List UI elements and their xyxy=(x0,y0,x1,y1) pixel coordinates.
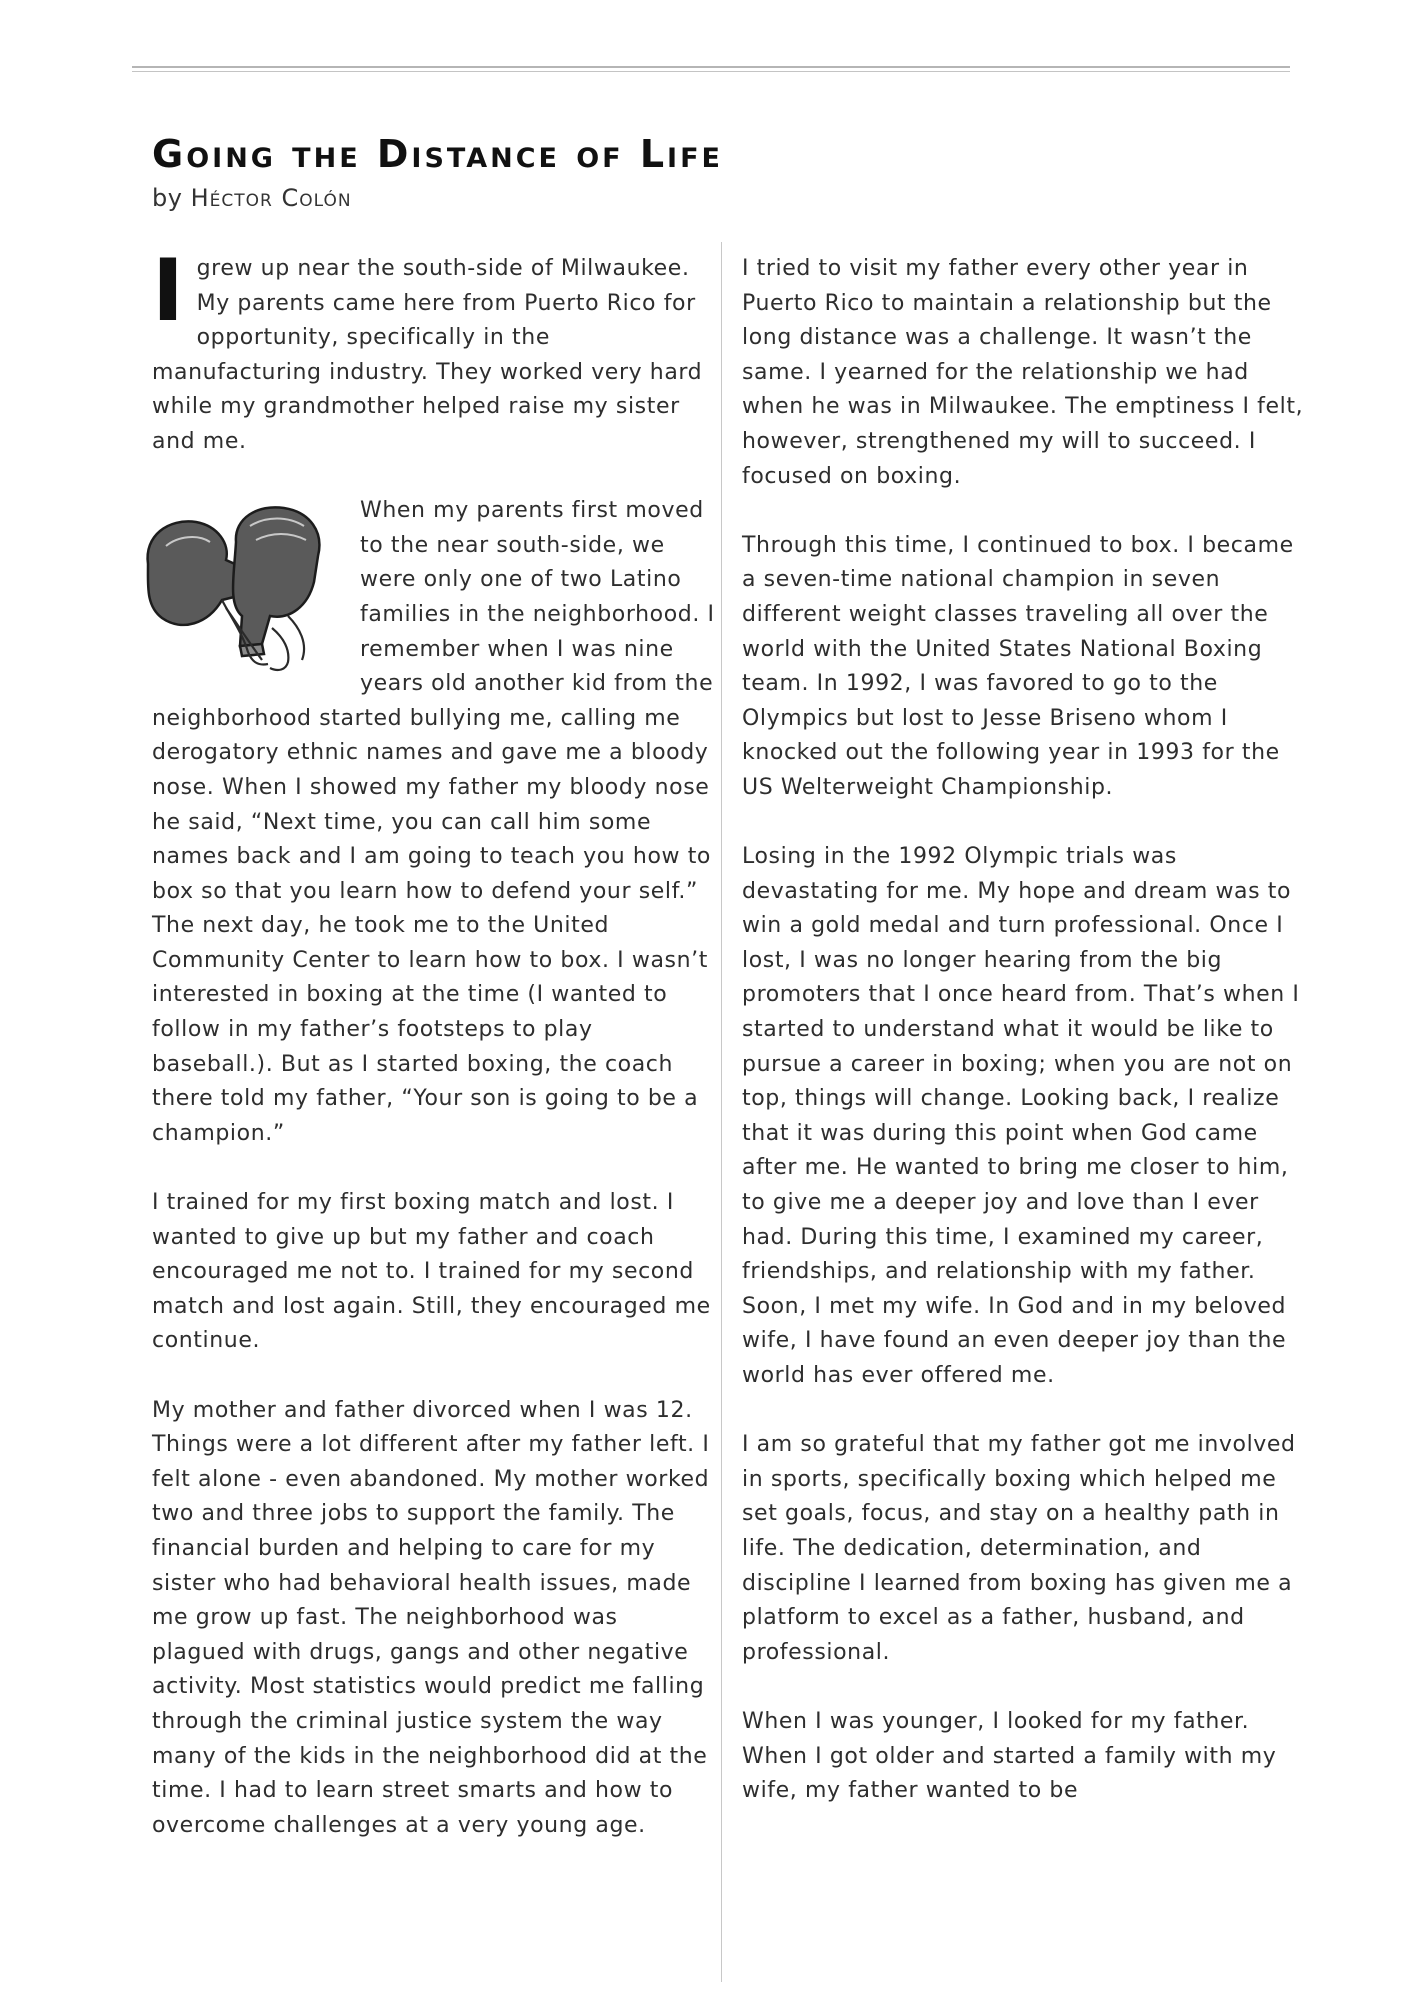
paragraph: Through this time, I continued to box. I became a seven-time national champion in seven different weight classes traveling all over the world with the United States National Boxing team. In 1992, I was favored to go to the Olympics but lost to Jesse Briseno whom I knocked out the following year in 1993 for the US Welterweight Championship. xyxy=(742,532,1294,800)
boxing-gloves-icon xyxy=(138,496,348,674)
paragraph: I trained for my first boxing match and lost. I wanted to give up but my father and coach encouraged me not to. I trained for my second match and lost again. Still, they encouraged me continue. xyxy=(152,1190,711,1354)
header-rule xyxy=(132,66,1290,68)
paragraph: When I was younger, I looked for my father. When I got older and started a family with my wife, my father wanted to be xyxy=(742,1708,1277,1804)
paragraph: Losing in the 1992 Olympic trials was devastating for me. My hope and dream was to win a gold medal and turn professional. Once I lost, I was no longer hearing from the big promoters that I once heard from. That’s when I started to understand what it would be like to pursue a career in boxing; when you are not on top, things will change. Looking back, I realize that it was during this point when God came after me. He wanted to bring me closer to him, to give me a deeper joy and love than I ever had. During this time, I examined my career, friendships, and relationship with my father. Soon, I met my wife. In God and in my beloved wife, I have found an even deeper joy than the world has ever offered me. xyxy=(742,844,1300,1388)
paragraph-text: grew up near the south-side of Milwaukee. My parents came here from Puerto Rico for opportunity, specifically in the manufacturing industry. They worked very hard while my grandmother helped raise my sister and me. xyxy=(152,256,703,454)
header-rule-thin xyxy=(132,71,1290,72)
paragraph: I am so grateful that my father got me involved in sports, specifically boxing which helped me set goals, focus, and stay on a healthy path in life. The dedication, determination, and discipline I learned from boxing has given me a platform to excel as a father, husband, and professional. xyxy=(742,1432,1296,1665)
drop-cap: I xyxy=(152,241,185,341)
left-column xyxy=(152,241,717,1878)
paragraph xyxy=(152,241,717,460)
paragraph: I tried to visit my father every other year in Puerto Rico to maintain a relationship but the long distance was a challenge. It wasn’t the same. I yearned for the relationship we had when he was in Milwaukee. The emptiness I felt, however, strengthened my will to succeed. I focused on boxing. xyxy=(742,256,1304,489)
paragraph: My mother and father divorced when I was 12. Things were a lot different after my father left. I felt alone - even abandoned. My mother worked two and three jobs to support the family. The financial burden and helping to care for my sister who had behavioral health issues, made me grow up fast. The neighborhood was plagued with drugs, gangs and other negative activity. Most statistics would predict me falling through the criminal justice system the way many of the kids in the neighborhood did at the time. I had to learn street smarts and how to overcome challenges at a very young age. xyxy=(152,1397,710,1838)
right-column xyxy=(742,252,1307,1843)
byline-prefix: by xyxy=(152,184,183,212)
paragraph-text: When my parents first moved to the near south-side, we were only one of two Latino families in the neighborhood. I remember when I was nine years old another kid from the neighborhood started bullying me, calling me derogatory ethnic names and gave me a bloody nose. When I showed my father my bloody nose he said, “Next time, you can call him some names back and I am going to teach you how to box so that you learn how to defend your self.” The next day, he took me to the United Community Center to learn how to box. I wasn’t interested in boxing at the time (I wanted to follow in my father’s footsteps to play baseball.). But as I started boxing, the coach there told my father, “Your son is going to be a champion.” xyxy=(152,498,715,1146)
paragraph xyxy=(152,494,717,1151)
author-name: Héctor Colón xyxy=(190,184,352,212)
byline xyxy=(152,184,352,212)
column-divider xyxy=(721,242,722,1982)
article-title: Going the Distance of Life xyxy=(152,132,723,176)
